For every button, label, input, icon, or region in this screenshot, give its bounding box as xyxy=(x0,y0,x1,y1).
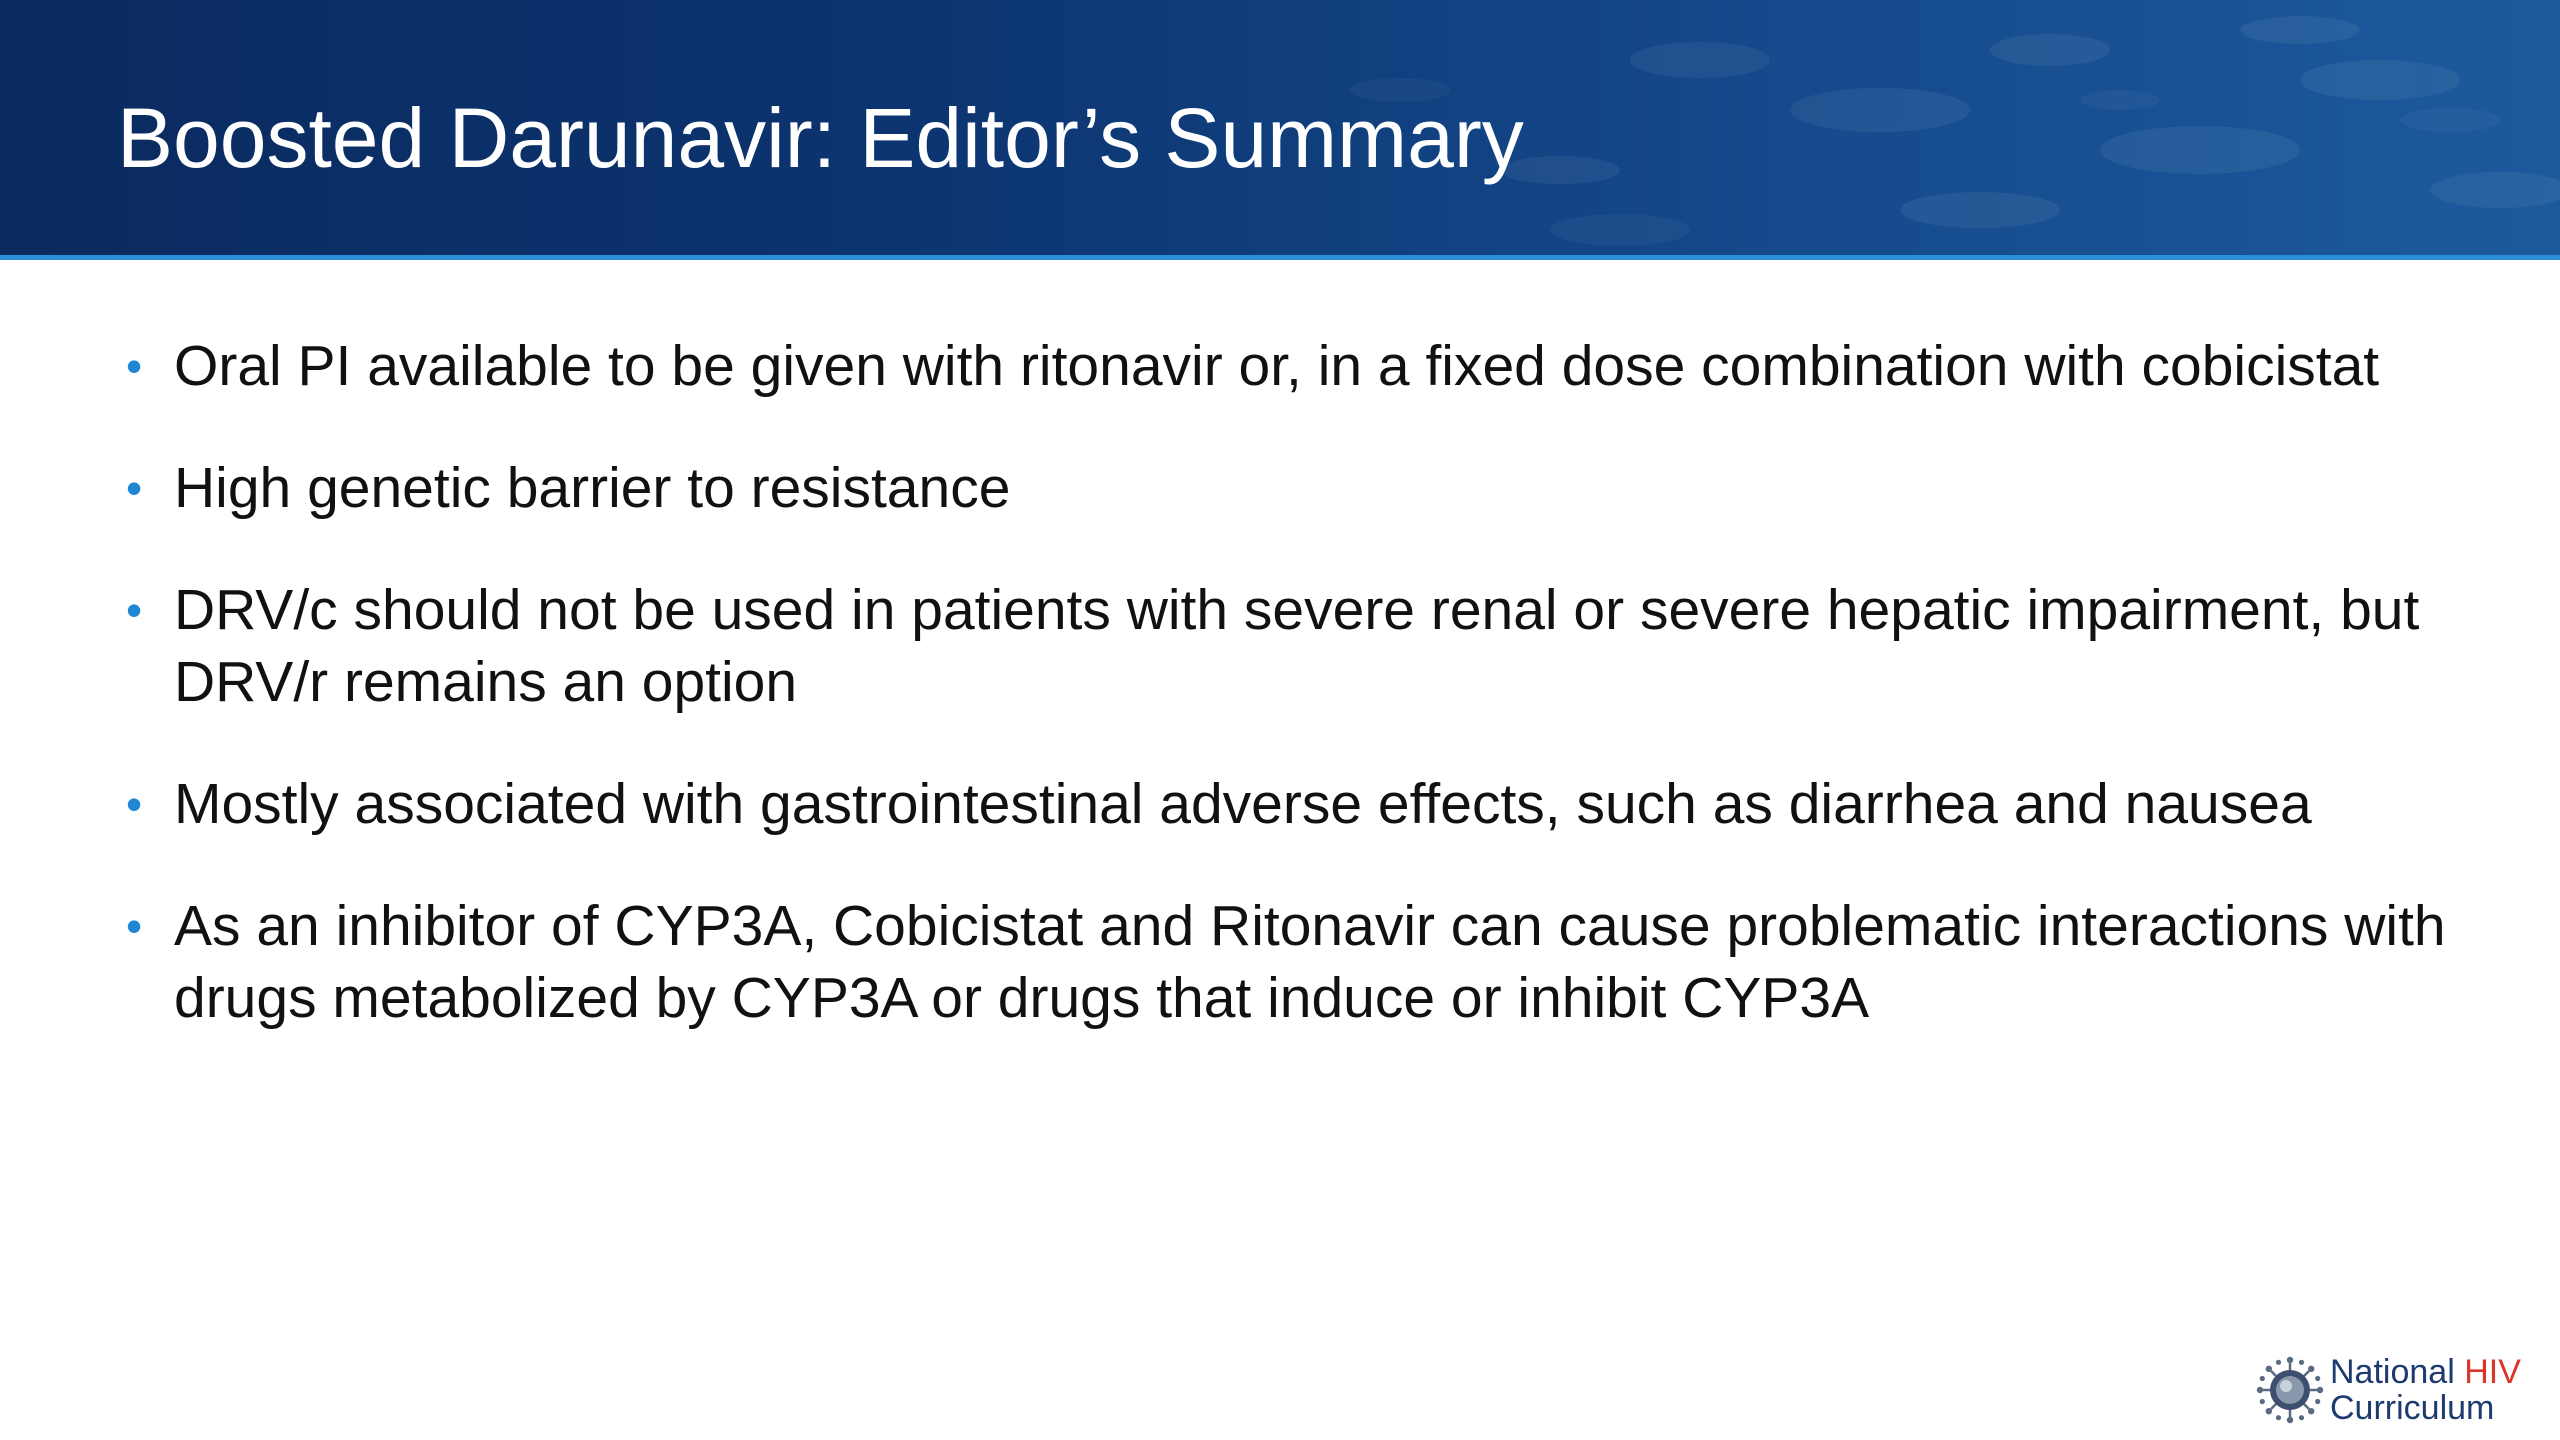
bullet-text: DRV/c should not be used in patients with severe renal or severe hepatic impairment, but DRV/r remains an option xyxy=(174,578,2420,714)
bullet-item xyxy=(120,330,2480,402)
logo-wordmark xyxy=(2330,1354,2521,1426)
logo-word-hiv: HIV xyxy=(2464,1353,2521,1391)
title-banner xyxy=(0,0,2560,255)
bullet-item xyxy=(120,452,2480,524)
bullet-item xyxy=(120,890,2480,1034)
bullet-marker: • xyxy=(126,900,143,952)
bullet-list xyxy=(120,330,2480,1084)
bullet-marker: • xyxy=(126,778,143,830)
bullet-text: Oral PI available to be given with ritonavir or, in a fixed dose combination with cobicistat xyxy=(174,334,2380,398)
logo-word-curriculum: Curriculum xyxy=(2330,1389,2495,1427)
bullet-text: As an inhibitor of CYP3A, Cobicistat and Ritonavir can cause problematic interactions with drugs metabolized by CYP3A or drugs that induce or inhibit CYP3A xyxy=(174,894,2446,1030)
national-hiv-curriculum-logo xyxy=(2256,1350,2546,1430)
slide-title: Boosted Darunavir: Editor’s Summary xyxy=(117,91,1524,185)
bullet-text: Mostly associated with gastrointestinal adverse effects, such as diarrhea and nausea xyxy=(174,772,2312,836)
bullet-marker: • xyxy=(126,340,143,392)
bullet-text: High genetic barrier to resistance xyxy=(174,456,1011,520)
logo-word-national: National xyxy=(2330,1353,2455,1391)
banner-divider xyxy=(0,255,2560,260)
bullet-marker: • xyxy=(126,462,143,514)
virus-emblem-icon xyxy=(2256,1356,2324,1424)
bullet-marker: • xyxy=(126,584,143,636)
bullet-item xyxy=(120,574,2480,718)
bullet-item xyxy=(120,768,2480,840)
